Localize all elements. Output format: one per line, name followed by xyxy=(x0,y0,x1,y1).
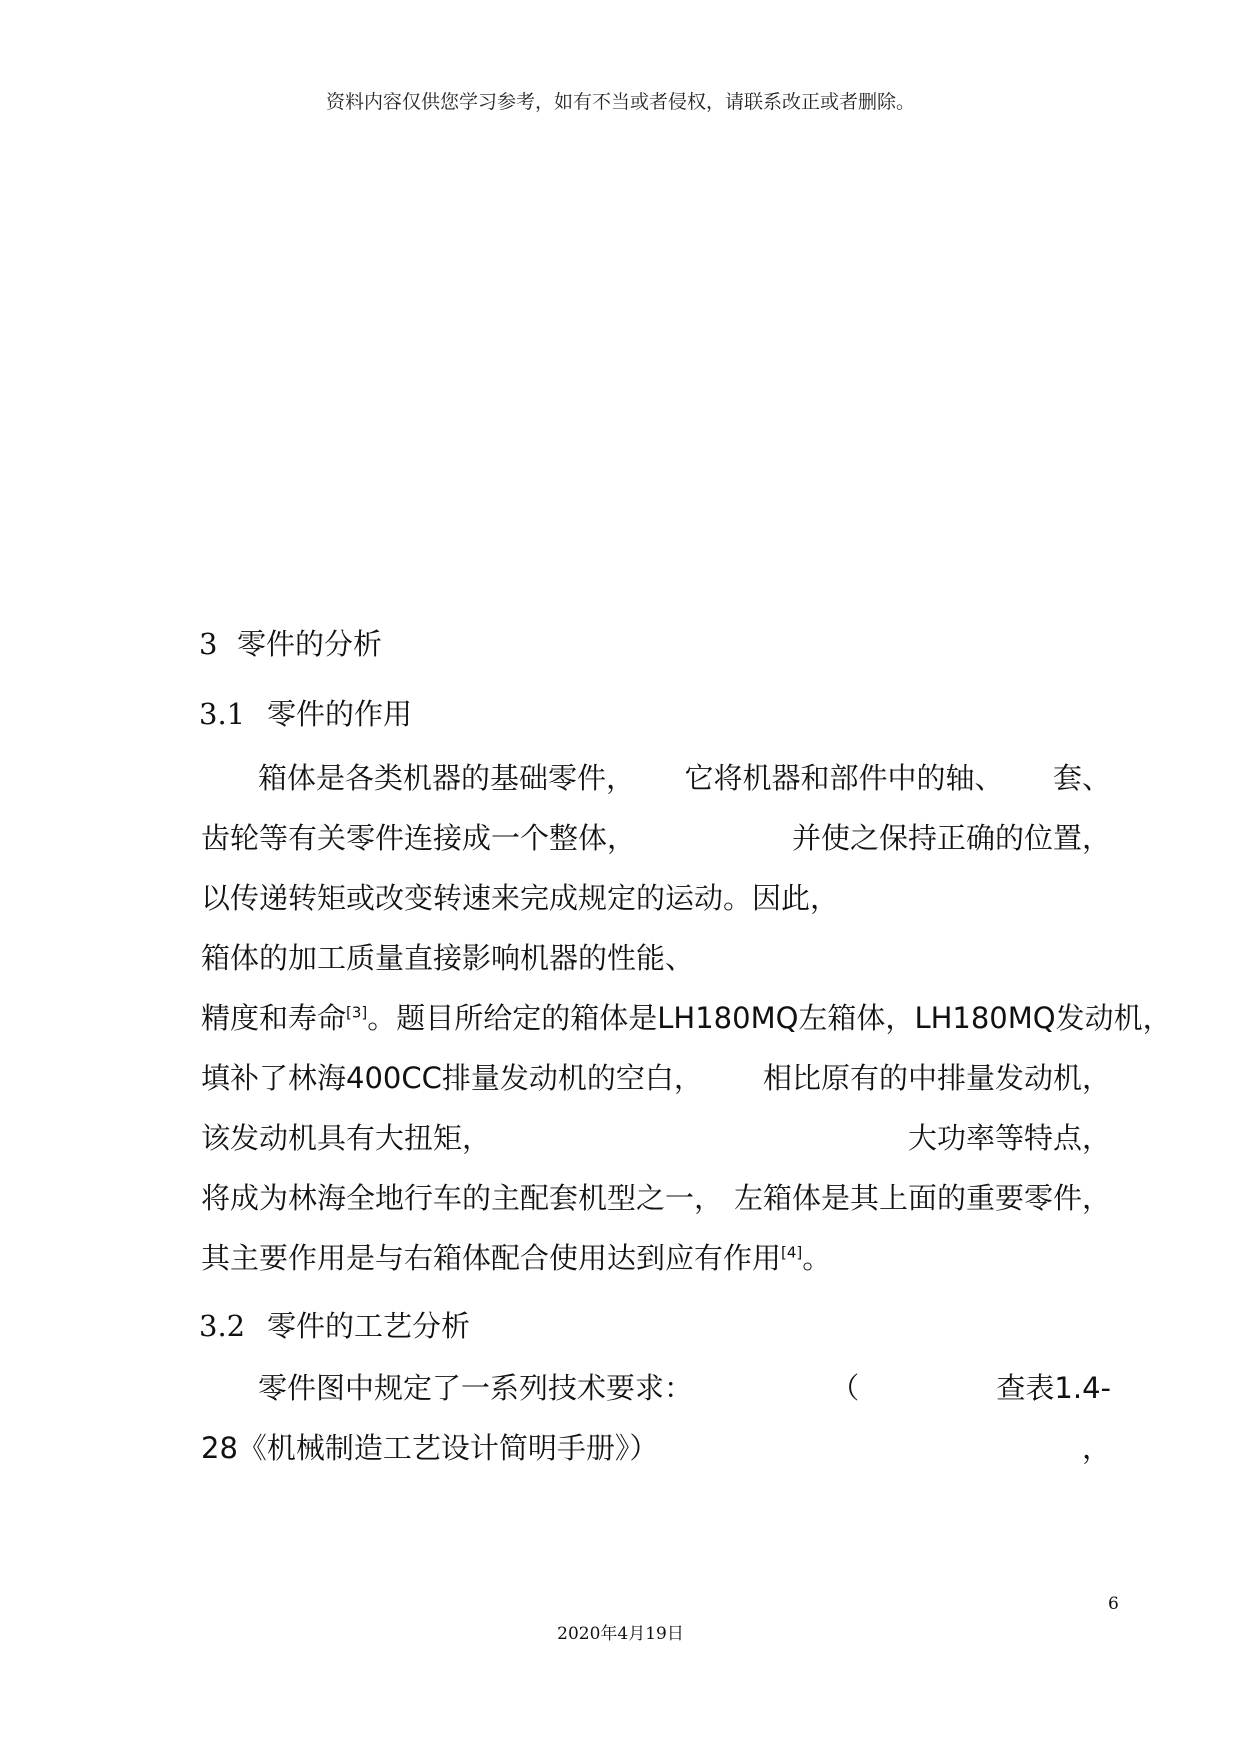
paragraph-line xyxy=(201,878,1111,918)
page-header-disclaimer: 资料内容仅供您学习参考，如有不当或者侵权，请联系改正或者删除。 xyxy=(325,91,915,113)
text-segment: LH180MQ发动机， xyxy=(914,1001,1172,1035)
text-segment: （ xyxy=(830,1371,860,1405)
paragraph-line xyxy=(201,1238,1111,1278)
text-segment: 以传递转矩或改变转速来完成规定的运动。因此， xyxy=(201,881,840,915)
text-segment: 它将机器和部件中的轴、 xyxy=(684,761,1004,795)
text-segment: 28《机械制造工艺设计简明手册》） xyxy=(201,1431,659,1465)
paragraph-line xyxy=(201,1058,1111,1098)
page-number: 6 xyxy=(1108,1594,1119,1614)
text-segment: 查表1.4- xyxy=(996,1371,1111,1405)
footer-date: 2020年4月19日 xyxy=(557,1624,684,1644)
text-segment: 并使之保持正确的位置， xyxy=(791,821,1111,855)
text-segment: 零件图中规定了一系列技术要求： xyxy=(258,1371,694,1405)
paragraph-line xyxy=(201,1178,1111,1218)
text-segment: 大功率等特点， xyxy=(907,1121,1111,1155)
paragraph-line xyxy=(201,818,1111,858)
paragraph-line xyxy=(201,1118,1111,1158)
section-title: 零件的分析 xyxy=(237,627,383,661)
paragraph-line xyxy=(201,998,1172,1038)
text-segment: 精度和寿命 xyxy=(201,1001,347,1035)
section-heading-3-1 xyxy=(199,692,412,733)
section-number: 3 xyxy=(199,627,218,661)
section-heading-3-2 xyxy=(199,1304,470,1345)
text-segment: 其主要作用是与右箱体配合使用达到应有作用 xyxy=(201,1241,782,1275)
text-segment: 。题目所给定的箱体是LH180MQ左箱体， xyxy=(367,1001,915,1035)
text-segment: 填补了林海400CC排量发动机的空白， xyxy=(201,1061,703,1095)
paragraph-line xyxy=(258,758,1111,798)
text-segment: 齿轮等有关零件连接成一个整体， xyxy=(201,821,637,855)
citation-ref: [4] xyxy=(781,1243,803,1262)
citation-ref: [3] xyxy=(346,1003,368,1022)
section-title: 零件的作用 xyxy=(267,697,413,731)
paragraph-line xyxy=(258,1368,1111,1408)
paragraph-line xyxy=(201,1428,1111,1468)
text-segment: 。 xyxy=(802,1241,832,1275)
text-segment: 箱体是各类机器的基础零件， xyxy=(258,761,636,795)
paragraph-line xyxy=(201,938,1111,978)
text-segment: 套、 xyxy=(1052,761,1111,795)
text-segment: ， xyxy=(1081,1431,1111,1465)
text-segment: 该发动机具有大扭矩， xyxy=(201,1121,492,1155)
text-segment: 相比原有的中排量发动机， xyxy=(762,1061,1111,1095)
text-segment: 左箱体是其上面的重要零件， xyxy=(733,1181,1111,1215)
text-segment xyxy=(201,998,914,1038)
section-number: 3.1 xyxy=(199,697,246,731)
section-number: 3.2 xyxy=(199,1309,246,1343)
section-title: 零件的工艺分析 xyxy=(267,1309,471,1343)
text-segment: 将成为林海全地行车的主配套机型之一， xyxy=(201,1181,724,1215)
text-segment: 箱体的加工质量直接影响机器的性能、 xyxy=(201,941,695,975)
section-heading-3 xyxy=(199,622,382,663)
